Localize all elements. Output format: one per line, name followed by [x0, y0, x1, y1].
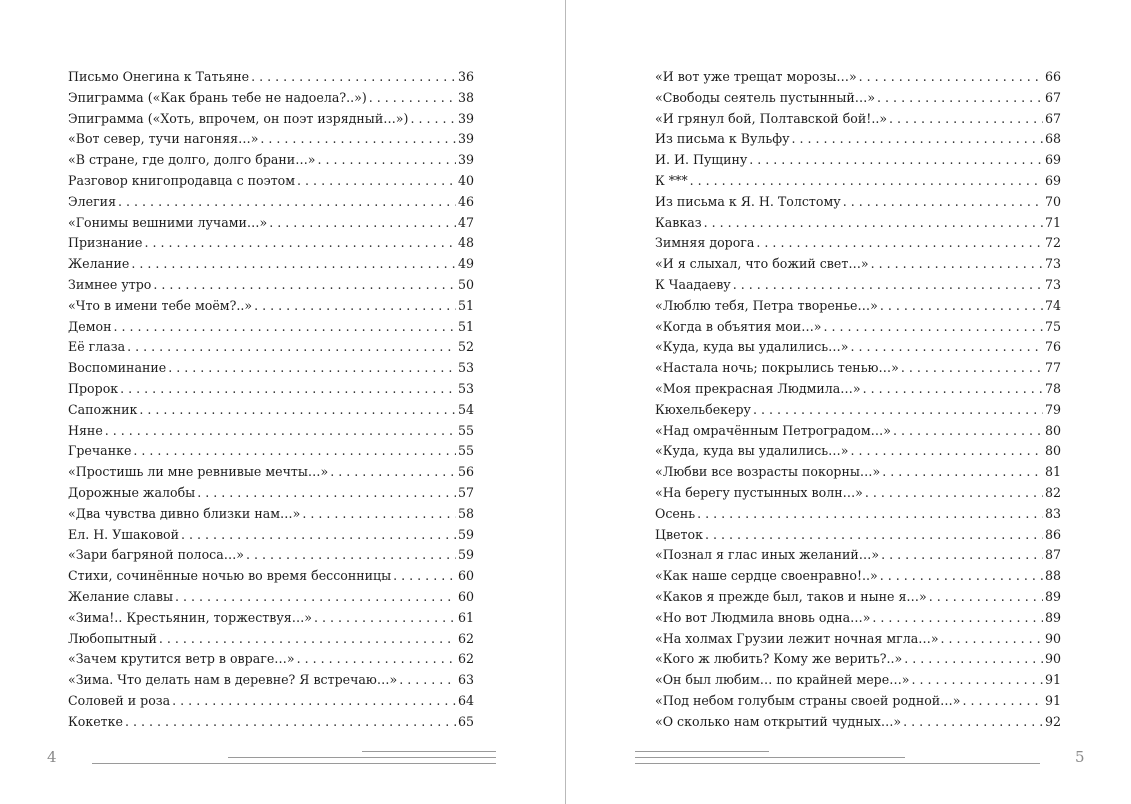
- toc-entry: [68, 275, 474, 296]
- dot-leader: [756, 233, 1043, 254]
- dot-leader: [159, 629, 456, 650]
- toc-entry: [68, 525, 474, 546]
- toc-entry-title: Соловей и роза: [68, 692, 171, 708]
- toc-entry-title: Признание: [68, 235, 143, 251]
- toc-entry: [655, 213, 1061, 234]
- toc-entry: [655, 129, 1061, 150]
- toc-entry-page: 58: [457, 505, 474, 521]
- toc-entry-page: 81: [1044, 464, 1061, 480]
- toc-entry: [68, 192, 474, 213]
- toc-entry-title: «Моя прекрасная Людмила…»: [655, 380, 861, 396]
- toc-entry: [655, 192, 1061, 213]
- page-number-left: 4: [47, 748, 57, 766]
- dot-leader: [912, 670, 1043, 691]
- toc-entry: [655, 233, 1061, 254]
- toc-list-right: [655, 67, 1061, 733]
- toc-entry: [68, 712, 474, 733]
- dot-leader: [824, 317, 1043, 338]
- toc-entry: [68, 400, 474, 421]
- dot-leader: [792, 129, 1043, 150]
- toc-entry-page: 48: [457, 235, 474, 251]
- toc-entry-title: «На берегу пустынных волн…»: [655, 484, 863, 500]
- toc-entry-title: Кюхельбекеру: [655, 401, 751, 417]
- toc-entry-page: 79: [1044, 401, 1061, 417]
- toc-entry: [68, 233, 474, 254]
- toc-entry: [68, 109, 474, 130]
- toc-entry-title: Демон: [68, 318, 112, 334]
- toc-entry-page: 77: [1044, 360, 1061, 376]
- dot-leader: [127, 337, 456, 358]
- dot-leader: [893, 421, 1043, 442]
- toc-entry: [655, 712, 1061, 733]
- toc-entry-title: Кокетке: [68, 713, 123, 729]
- dot-leader: [882, 462, 1043, 483]
- toc-entry-title: К ***: [655, 172, 688, 188]
- toc-entry-title: Желание славы: [68, 588, 174, 604]
- toc-entry: [655, 525, 1061, 546]
- toc-entry-page: 40: [457, 172, 474, 188]
- dot-leader: [133, 441, 456, 462]
- dot-leader: [139, 400, 456, 421]
- toc-entry-page: 39: [457, 131, 474, 147]
- toc-entry-page: 66: [1044, 69, 1061, 84]
- toc-entry-title: Письмо Онегина к Татьяне: [68, 69, 250, 84]
- toc-entry-page: 80: [1044, 422, 1061, 438]
- dot-leader: [733, 275, 1043, 296]
- toc-entry-title: Элегия: [68, 193, 117, 209]
- toc-entry-title: И. И. Пущину: [655, 152, 748, 168]
- toc-entry: [68, 629, 474, 650]
- toc-entry-title: Дорожные жалобы: [68, 484, 196, 500]
- toc-entry: [68, 691, 474, 712]
- toc-entry: [655, 587, 1061, 608]
- toc-entry: [68, 358, 474, 379]
- dot-leader: [903, 712, 1043, 733]
- toc-entry-page: 71: [1044, 214, 1061, 230]
- toc-entry-title: «Люблю тебя, Петра творенье…»: [655, 297, 878, 313]
- dot-leader: [410, 109, 456, 130]
- toc-entry-title: Воспоминание: [68, 360, 167, 376]
- toc-entry-page: 47: [457, 214, 474, 230]
- right-page: [566, 0, 1131, 804]
- toc-entry: [68, 587, 474, 608]
- dot-leader: [254, 296, 456, 317]
- toc-entry-page: 69: [1044, 152, 1061, 168]
- toc-entry: [68, 129, 474, 150]
- toc-entry-title: «Зачем крутится ветр в овраге…»: [68, 651, 295, 667]
- toc-entry-title: Кавказ: [655, 214, 702, 230]
- dot-leader: [697, 504, 1043, 525]
- toc-entry-page: 46: [457, 193, 474, 209]
- toc-entry: [655, 462, 1061, 483]
- dot-leader: [901, 358, 1043, 379]
- toc-entry-page: 53: [457, 380, 474, 396]
- toc-entry-title: «Зари багряной полоса…»: [68, 547, 245, 563]
- toc-entry: [655, 317, 1061, 338]
- toc-entry: [655, 504, 1061, 525]
- toc-entry: [655, 649, 1061, 670]
- toc-entry-page: 76: [1044, 339, 1061, 355]
- toc-entry-page: 87: [1044, 547, 1061, 563]
- dot-leader: [369, 88, 456, 109]
- toc-entry: [68, 441, 474, 462]
- dot-leader: [904, 649, 1043, 670]
- toc-entry: [68, 296, 474, 317]
- toc-entry-title: Пророк: [68, 380, 119, 396]
- toc-entry: [655, 545, 1061, 566]
- footer-rule: [92, 763, 496, 764]
- toc-entry-title: Ел. Н. Ушаковой: [68, 526, 180, 542]
- dot-leader: [749, 150, 1043, 171]
- toc-entry-page: 51: [457, 318, 474, 334]
- toc-entry: [68, 379, 474, 400]
- toc-entry-title: «Он был любим… по крайней мере…»: [655, 672, 910, 688]
- toc-entry-title: «И грянул бой, Полтавской бой!..»: [655, 110, 888, 126]
- toc-entry-title: «Настала ночь; покрылись тенью…»: [655, 360, 899, 376]
- toc-entry-title: Из письма к Я. Н. Толстому: [655, 193, 841, 209]
- dot-leader: [118, 192, 456, 213]
- toc-entry-page: 78: [1044, 380, 1061, 396]
- toc-entry: [655, 421, 1061, 442]
- left-page: [0, 0, 565, 804]
- toc-entry-title: «Как наше сердце своенравно!..»: [655, 568, 878, 584]
- toc-entry-page: 68: [1044, 131, 1061, 147]
- toc-entry-page: 64: [457, 692, 474, 708]
- toc-entry: [655, 379, 1061, 400]
- toc-entry-page: 89: [1044, 588, 1061, 604]
- toc-entry-title: «И я слыхал, что божий свет…»: [655, 256, 869, 272]
- toc-entry: [68, 545, 474, 566]
- toc-entry-title: Няне: [68, 422, 103, 438]
- toc-entry-page: 90: [1044, 651, 1061, 667]
- toc-entry: [68, 254, 474, 275]
- toc-entry: [655, 337, 1061, 358]
- toc-entry-page: 70: [1044, 193, 1061, 209]
- toc-entry-title: «Когда в объятия мои…»: [655, 318, 822, 334]
- toc-entry-page: 57: [457, 484, 474, 500]
- toc-entry-title: «И вот уже трещат морозы…»: [655, 69, 857, 84]
- toc-entry-title: «Свободы сеятель пустынный…»: [655, 89, 876, 105]
- toc-entry-title: К Чаадаеву: [655, 276, 731, 292]
- toc-entry: [655, 670, 1061, 691]
- dot-leader: [877, 88, 1043, 109]
- toc-entry-title: Её глаза: [68, 339, 126, 355]
- toc-entry-page: 55: [457, 422, 474, 438]
- dot-leader: [859, 67, 1043, 88]
- toc-entry-page: 60: [457, 568, 474, 584]
- toc-entry-title: «Простишь ли мне ревнивые мечты…»: [68, 464, 329, 480]
- dot-leader: [889, 109, 1043, 130]
- dot-leader: [125, 712, 456, 733]
- dot-leader: [153, 275, 456, 296]
- toc-entry: [655, 608, 1061, 629]
- toc-entry-title: «Каков я прежде был, таков и ныне я…»: [655, 588, 927, 604]
- toc-entry-title: «О сколько нам открытий чудных…»: [655, 713, 902, 729]
- toc-entry-page: 91: [1044, 692, 1061, 708]
- dot-leader: [753, 400, 1043, 421]
- dot-leader: [172, 691, 456, 712]
- toc-entry: [68, 213, 474, 234]
- toc-entry-page: 67: [1044, 110, 1061, 126]
- toc-entry-page: 62: [457, 630, 474, 646]
- dot-leader: [168, 358, 456, 379]
- toc-entry: [655, 691, 1061, 712]
- dot-leader: [246, 545, 456, 566]
- toc-entry: [655, 441, 1061, 462]
- toc-entry-page: 88: [1044, 568, 1061, 584]
- toc-entry-title: Зимнее утро: [68, 276, 152, 292]
- toc-entry: [655, 629, 1061, 650]
- toc-entry-title: Сапожник: [68, 401, 138, 417]
- toc-entry-page: 74: [1044, 297, 1061, 313]
- dot-leader: [865, 483, 1043, 504]
- dot-leader: [197, 483, 456, 504]
- toc-entry-page: 73: [1044, 276, 1061, 292]
- toc-entry-page: 82: [1044, 484, 1061, 500]
- toc-entry-page: 91: [1044, 672, 1061, 688]
- toc-entry: [655, 296, 1061, 317]
- dot-leader: [880, 296, 1043, 317]
- toc-entry: [68, 608, 474, 629]
- toc-entry: [68, 67, 474, 88]
- toc-entry-page: 59: [457, 547, 474, 563]
- toc-entry-page: 67: [1044, 89, 1061, 105]
- dot-leader: [175, 587, 456, 608]
- toc-entry-title: «Познал я глас иных желаний…»: [655, 547, 880, 563]
- toc-entry-title: «Вот север, тучи нагоняя…»: [68, 131, 259, 147]
- toc-entry: [655, 483, 1061, 504]
- toc-entry: [655, 254, 1061, 275]
- toc-entry-page: 54: [457, 401, 474, 417]
- dot-leader: [880, 566, 1043, 587]
- toc-entry-page: 63: [457, 672, 474, 688]
- dot-leader: [105, 421, 456, 442]
- toc-entry-title: «Что в имени тебе моём?..»: [68, 297, 253, 313]
- toc-entry: [68, 649, 474, 670]
- toc-entry-page: 51: [457, 297, 474, 313]
- toc-entry: [68, 317, 474, 338]
- toc-entry-page: 56: [457, 464, 474, 480]
- dot-leader: [251, 67, 456, 88]
- toc-entry-title: «На холмах Грузии лежит ночная мгла…»: [655, 630, 939, 646]
- footer-rule: [635, 763, 1040, 764]
- toc-entry: [68, 566, 474, 587]
- dot-leader: [318, 150, 456, 171]
- dot-leader: [941, 629, 1043, 650]
- toc-entry: [68, 504, 474, 525]
- footer-rule: [228, 757, 496, 758]
- toc-entry-page: 49: [457, 256, 474, 272]
- toc-entry: [68, 337, 474, 358]
- dot-leader: [131, 254, 456, 275]
- footer-rule: [635, 751, 769, 752]
- toc-entry-title: Разговор книгопродавца с поэтом: [68, 172, 296, 188]
- toc-entry-title: «Под небом голубым страны своей родной…»: [655, 692, 961, 708]
- toc-entry: [655, 566, 1061, 587]
- toc-entry-page: 55: [457, 443, 474, 459]
- dot-leader: [843, 192, 1043, 213]
- dot-leader: [297, 171, 456, 192]
- toc-entry-title: «Любви все возрасты покорны…»: [655, 464, 881, 480]
- toc-entry-title: «В стране, где долго, долго брани…»: [68, 152, 316, 168]
- toc-entry-title: Любопытный: [68, 630, 157, 646]
- toc-entry-page: 69: [1044, 172, 1061, 188]
- toc-entry-title: «Куда, куда вы удалились…»: [655, 443, 849, 459]
- toc-entry-page: 65: [457, 713, 474, 729]
- toc-entry-title: Стихи, сочинённые ночью во время бессонницы: [68, 568, 392, 584]
- dot-leader: [704, 213, 1043, 234]
- toc-entry-title: «Гонимы вешними лучами…»: [68, 214, 268, 230]
- toc-entry: [68, 670, 474, 691]
- toc-entry-title: Гречанке: [68, 443, 132, 459]
- toc-entry-page: 72: [1044, 235, 1061, 251]
- toc-entry: [655, 150, 1061, 171]
- dot-leader: [393, 566, 456, 587]
- dot-leader: [690, 171, 1043, 192]
- toc-entry-page: 39: [457, 110, 474, 126]
- toc-entry-title: «Зима!.. Крестьянин, торжествуя…»: [68, 609, 313, 625]
- toc-entry: [655, 171, 1061, 192]
- toc-entry-page: 59: [457, 526, 474, 542]
- footer-rule: [362, 751, 496, 752]
- toc-entry: [655, 400, 1061, 421]
- toc-entry-page: 39: [457, 152, 474, 168]
- dot-leader: [260, 129, 456, 150]
- dot-leader: [314, 608, 456, 629]
- toc-entry: [655, 358, 1061, 379]
- toc-entry-page: 75: [1044, 318, 1061, 334]
- toc-entry-page: 62: [457, 651, 474, 667]
- dot-leader: [302, 504, 456, 525]
- page-number-right: 5: [1075, 748, 1085, 766]
- dot-leader: [872, 608, 1043, 629]
- toc-entry-page: 83: [1044, 505, 1061, 521]
- toc-entry: [655, 88, 1061, 109]
- toc-list-left: [68, 67, 474, 733]
- dot-leader: [330, 462, 456, 483]
- toc-entry-page: 80: [1044, 443, 1061, 459]
- toc-entry-page: 92: [1044, 713, 1061, 729]
- toc-entry: [68, 421, 474, 442]
- toc-entry-title: «Куда, куда вы удалились…»: [655, 339, 849, 355]
- toc-entry: [68, 483, 474, 504]
- toc-entry-title: Из письма к Вульфу: [655, 131, 790, 147]
- toc-entry-page: 38: [457, 89, 474, 105]
- toc-entry-title: «Два чувства дивно близки нам…»: [68, 505, 301, 521]
- toc-entry-title: Осень: [655, 505, 696, 521]
- dot-leader: [705, 525, 1043, 546]
- dot-leader: [881, 545, 1043, 566]
- toc-entry-title: Желание: [68, 256, 130, 272]
- toc-entry: [68, 150, 474, 171]
- toc-entry-page: 89: [1044, 609, 1061, 625]
- toc-entry: [655, 109, 1061, 130]
- dot-leader: [113, 317, 456, 338]
- dot-leader: [871, 254, 1043, 275]
- dot-leader: [850, 441, 1043, 462]
- toc-entry-title: Эпиграмма («Как брань тебе не надоела?..»): [68, 89, 367, 105]
- dot-leader: [120, 379, 456, 400]
- toc-entry: [68, 171, 474, 192]
- toc-entry-page: 86: [1044, 526, 1061, 542]
- toc-entry: [68, 88, 474, 109]
- toc-entry-page: 52: [457, 339, 474, 355]
- toc-entry: [655, 67, 1061, 88]
- dot-leader: [181, 525, 456, 546]
- dot-leader: [850, 337, 1043, 358]
- dot-leader: [929, 587, 1043, 608]
- dot-leader: [144, 233, 456, 254]
- dot-leader: [399, 670, 456, 691]
- toc-entry-title: «Над омрачённым Петроградом…»: [655, 422, 891, 438]
- toc-entry-page: 36: [457, 69, 474, 84]
- toc-entry-page: 53: [457, 360, 474, 376]
- toc-entry-title: Эпиграмма («Хоть, впрочем, он поэт изрядный…»): [68, 110, 409, 126]
- toc-entry-page: 61: [457, 609, 474, 625]
- toc-entry-page: 73: [1044, 256, 1061, 272]
- dot-leader: [297, 649, 456, 670]
- dot-leader: [269, 213, 456, 234]
- toc-entry-title: Цветок: [655, 526, 703, 542]
- toc-entry-title: «Кого ж любить? Кому же верить?..»: [655, 651, 903, 667]
- toc-entry-title: «Но вот Людмила вновь одна…»: [655, 609, 871, 625]
- dot-leader: [963, 691, 1043, 712]
- toc-entry: [655, 275, 1061, 296]
- toc-entry-title: «Зима. Что делать нам в деревне? Я встречаю…»: [68, 672, 398, 688]
- toc-entry-page: 90: [1044, 630, 1061, 646]
- dot-leader: [863, 379, 1043, 400]
- toc-entry-page: 50: [457, 276, 474, 292]
- toc-entry-page: 60: [457, 588, 474, 604]
- footer-rule: [635, 757, 905, 758]
- toc-entry-title: Зимняя дорога: [655, 235, 755, 251]
- toc-entry: [68, 462, 474, 483]
